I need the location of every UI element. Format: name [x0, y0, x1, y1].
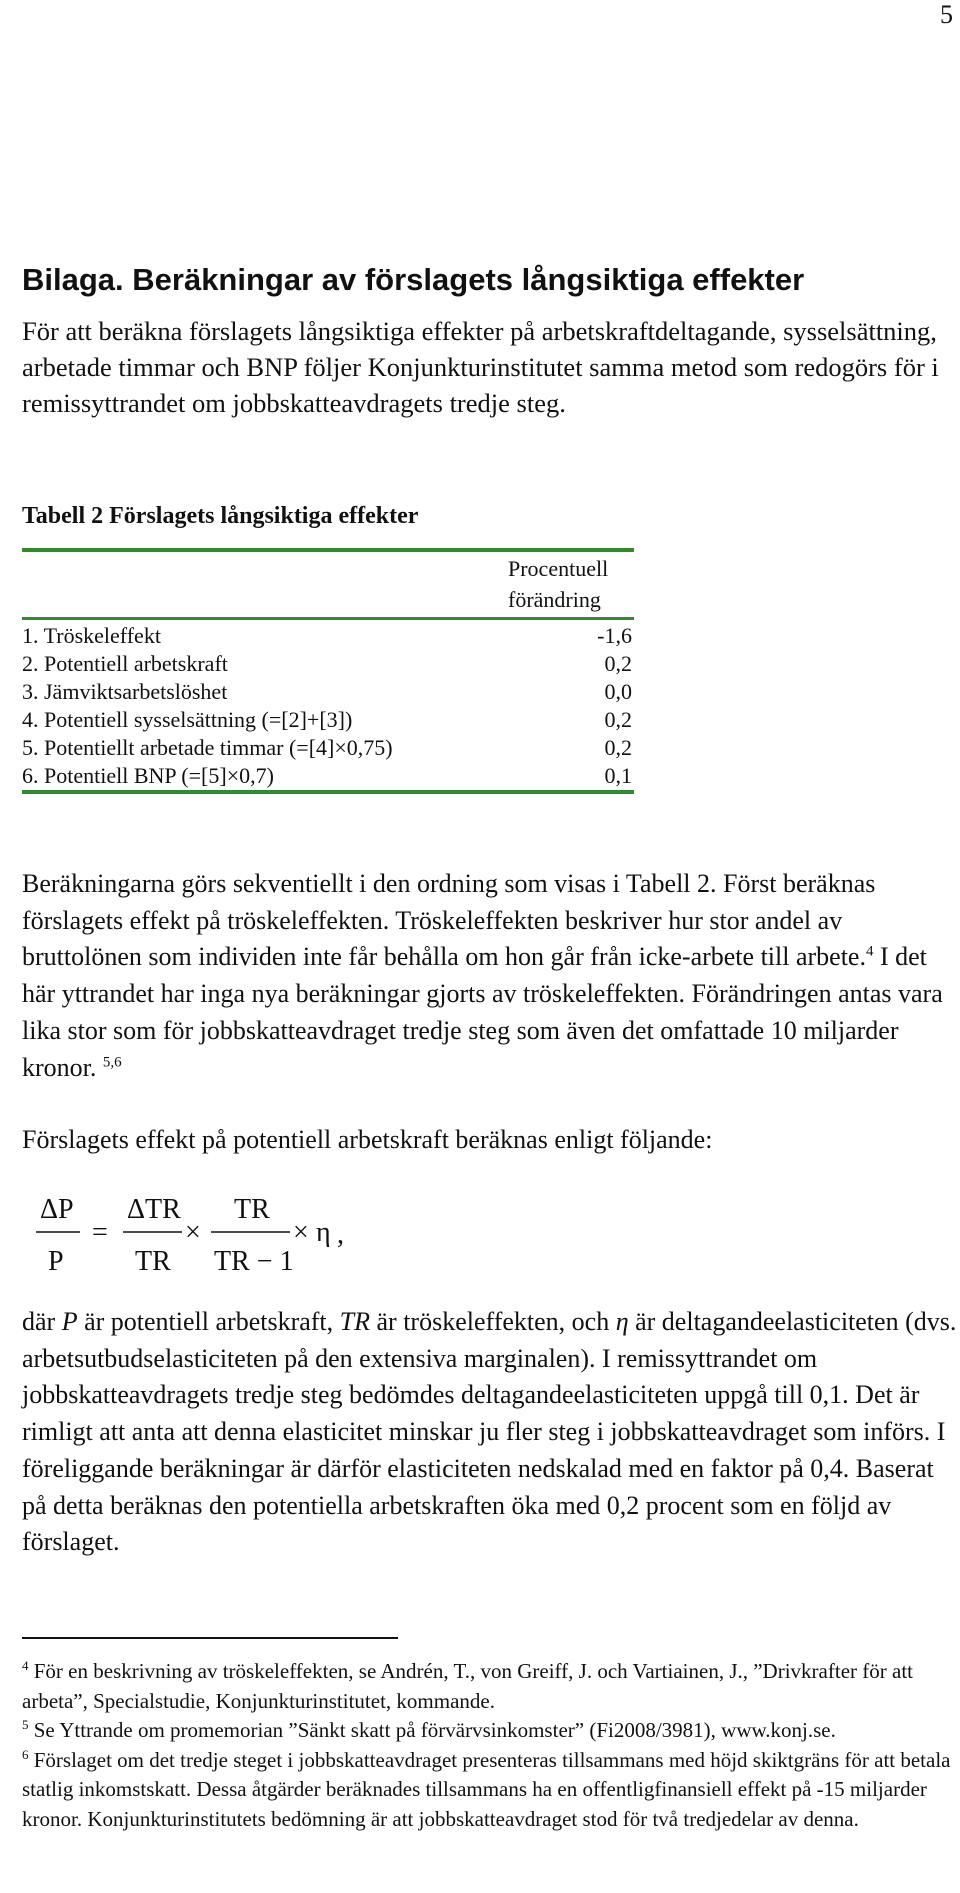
footnote-text: För en beskrivning av tröskeleffekten, se Andrén, T., von Greiff, J. och Vartiainen, J., ”Drivkrafter för att arbeta”, Specialstudie, Konjunkturinstitutet, kommande.: [22, 1659, 913, 1713]
paragraph-text: är deltagandeelasticiteten (dvs. arbetsutbudselasticiteten på den extensiva marginalen). I remissyttrandet om jobbskatteavdragets tredje steg bedömdes deltagandeelasticiteten uppgå till 0,1. Det är rimligt att anta att denna elasticitet minskar ju fler steg i jobbskatteavdraget som införs. I föreliggande beräkningar är därför elasticiteten nedskalad med en faktor på 0,4. Baserat på detta beräknas den potentiella arbetskraften öka med 0,2 procent som en följd av förslaget.: [22, 1307, 957, 1557]
formula-numerator-3: TR: [234, 1194, 270, 1225]
formula-numerator-1: ΔP: [40, 1194, 74, 1225]
footnote-5: [22, 1716, 952, 1746]
footnote-ref: 4: [865, 943, 874, 960]
row-label: 5. Potentiellt arbetade timmar (=[4]×0,75): [22, 735, 393, 760]
column-header-line-2: förändring: [508, 587, 601, 612]
row-value: -1,6: [597, 623, 632, 648]
row-value: 0,0: [604, 679, 632, 704]
paragraph-text: I det här yttrandet har inga nya beräkningar gjorts av tröskeleffekten. Förändringen antas vara lika stor som för jobbskatteavdraget tredje steg som även det omfattade 10 miljarder kronor.: [22, 942, 943, 1082]
footnote-ref: 5,6: [102, 1053, 122, 1070]
variable-tr: TR: [339, 1307, 370, 1336]
formula-times-1: ×: [185, 1217, 201, 1248]
formula-denominator-3: TR − 1: [214, 1246, 294, 1277]
table-row: [22, 762, 632, 790]
paragraph-text: där: [22, 1307, 62, 1336]
variable-eta: η: [615, 1307, 629, 1336]
table-bottom-rule: [22, 790, 634, 794]
intro-paragraph: För att beräkna förslagets långsiktiga effekter på arbetskraftdeltagande, sysselsättning, arbetade timmar och BNP följer Konjunkturinstitutet samma metod som redogörs för i remissyttrandet om jobbskatteavdragets tredje steg.: [22, 316, 939, 418]
section-heading: Bilaga. Beräkningar av förslagets långsiktiga effekter: [22, 262, 805, 297]
page-number: 5: [940, 0, 953, 29]
row-label: 6. Potentiell BNP (=[5]×0,7): [22, 763, 274, 788]
table-row: [22, 622, 632, 650]
footnote-4: [22, 1657, 952, 1716]
paragraph-text: är tröskeleffekten, och: [370, 1307, 616, 1336]
footnote-separator: [22, 1637, 398, 1639]
row-label: 2. Potentiell arbetskraft: [22, 651, 228, 676]
table-row: [22, 678, 632, 706]
footnote-6: [22, 1746, 952, 1835]
labour-force-formula: [22, 1185, 422, 1295]
paragraph-text: är potentiell arbetskraft,: [77, 1307, 340, 1336]
footnote-number: 5: [22, 1717, 29, 1732]
table-caption: Tabell 2 Förslagets långsiktiga effekter: [22, 503, 419, 529]
table-row: [22, 650, 632, 678]
formula-intro: Förslagets effekt på potentiell arbetskraft beräknas enligt följande:: [22, 1125, 713, 1154]
elasticity-paragraph: [22, 1304, 957, 1561]
formula-eta: η: [316, 1217, 331, 1248]
row-value: 0,2: [604, 707, 632, 732]
footnote-text: Förslaget om det tredje steget i jobbskatteavdraget presenteras tillsammans med höjd skiktgräns för att betala statlig inkomstskatt. Dessa åtgärder beräknades tillsammans ha en offentligfinansiell effekt på -15 miljarder kronor. Konjunkturinstitutets bedömning är att jobbskatteavdraget stod för två tredjedelar av denna.: [22, 1747, 951, 1831]
table-row: [22, 706, 632, 734]
row-value: 0,2: [604, 651, 632, 676]
row-label: 1. Tröskeleffekt: [22, 623, 161, 648]
table-row: [22, 734, 632, 762]
footnote-number: 6: [22, 1746, 29, 1762]
formula-times-2: ×: [293, 1217, 309, 1248]
row-label: 4. Potentiell sysselsättning (=[2]+[3]): [22, 707, 353, 732]
table-header-rule: [22, 617, 634, 620]
formula-denominator-2: TR: [135, 1246, 171, 1277]
row-label: 3. Jämviktsarbetslöshet: [22, 679, 228, 704]
table-column-header: [508, 553, 628, 615]
row-value: 0,2: [604, 735, 632, 760]
paragraph-text: Beräkningarna görs sekventiellt i den ordning som visas i Tabell 2. Först beräknas förslagets effekt på tröskeleffekten. Tröskeleffekten beskriver hur stor andel av bruttolönen som individen inte får behålla om hon går från icke-arbete till arbete.: [22, 869, 876, 972]
row-value: 0,1: [604, 763, 632, 788]
footnote-number: 4: [22, 1658, 29, 1673]
table-top-rule: [22, 548, 634, 552]
formula-denominator-1: P: [48, 1246, 64, 1277]
footnotes: [22, 1657, 952, 1834]
column-header-line-1: Procentuell: [508, 556, 609, 581]
formula-equals: =: [92, 1217, 108, 1248]
footnote-text: Se Yttrande om promemorian ”Sänkt skatt på förvärvsinkomster” (Fi2008/3981), www.konj.se.: [28, 1718, 836, 1742]
formula-comma: ,: [337, 1219, 344, 1250]
formula-numerator-2: ΔTR: [127, 1194, 181, 1225]
method-paragraph: [22, 866, 957, 1086]
variable-p: P: [61, 1307, 78, 1336]
